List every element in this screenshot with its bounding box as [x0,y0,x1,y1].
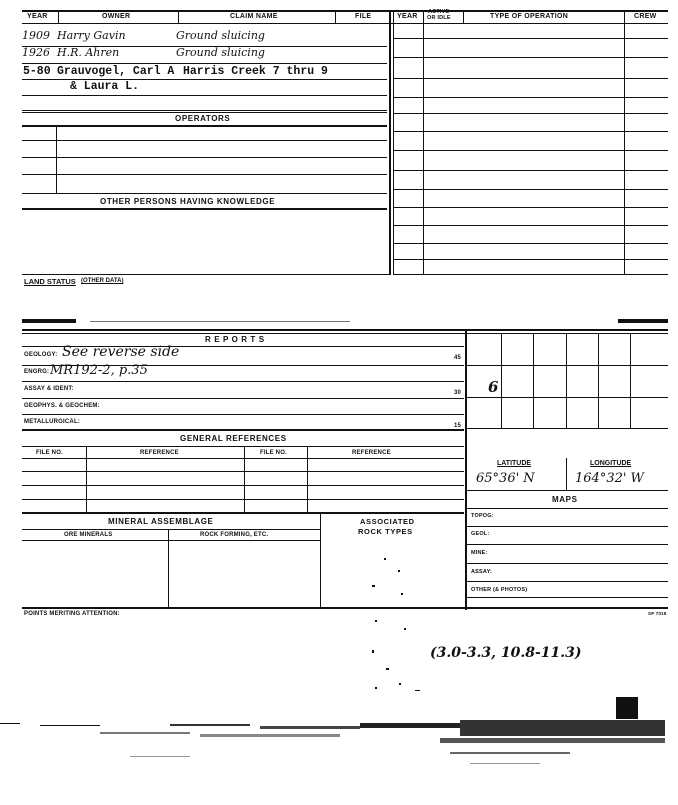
report-value-geology: See reverse side [62,344,180,360]
reports-title: R E P O R T S [205,335,265,344]
maps-other: OTHER (& PHOTOS) [471,587,528,593]
report-num-45: 45 [454,355,462,361]
row-4-owner: & Laura L. [70,80,140,93]
gr-header-file-no-1: FILE NO. [36,450,63,456]
grid-mark: 6 [488,378,499,396]
row-2-claim: Ground sluicing [176,46,265,59]
report-label-geophys: GEOPHYS. & GEOCHEM: [24,403,100,409]
gr-header-file-no-2: FILE NO. [260,450,287,456]
maps-assay: ASSAY: [471,569,493,575]
maps-geol: GEOL: [471,531,490,537]
associated-rock-line2: ROCK TYPES [358,527,413,536]
row-1-year: 1909 [22,29,50,42]
col-header-crew: CREW [634,13,657,20]
operators-title: OPERATORS [175,114,231,123]
row-3-year: 5-80 [23,65,51,78]
handwritten-note: (3.0-3.3, 10.8-11.3) [430,645,582,661]
col-header-year-2: YEAR [397,13,418,20]
row-3-owner: Grauvogel, Carl A [57,65,175,78]
report-value-engrg: MR192-2, p.35 [50,363,148,378]
col-header-year: YEAR [27,13,48,20]
report-label-assay: ASSAY & IDENT: [24,386,74,392]
col-header-type-of-operation: TYPE OF OPERATION [490,13,569,20]
mineral-assemblage-title: MINERAL ASSEMBLAGE [108,517,214,526]
report-label-metallurgical: METALLURGICAL: [24,419,81,425]
ore-minerals-header: ORE MINERALS [64,532,113,538]
col-header-owner: OWNER [102,13,131,20]
latitude-label: LATITUDE [497,460,532,467]
longitude-value: 164°32' W [575,471,644,486]
form-number: SP 7018 [648,611,667,616]
gr-header-reference-2: REFERENCE [352,450,391,456]
col-header-file: FILE [355,13,372,20]
row-2-year: 1926 [22,46,50,59]
col-header-idle: OR IDLE [427,15,451,21]
general-references-title: GENERAL REFERENCES [180,434,287,443]
report-label-geology: GEOLOGY: [24,352,58,358]
longitude-label: LONGITUDE [590,460,632,467]
maps-title: MAPS [552,495,578,504]
col-header-active: ACTIVE [428,9,450,15]
rock-forming-header: ROCK FORMING, ETC. [200,532,269,538]
report-num-15: 15 [454,423,462,429]
row-2-owner: H.R. Ahren [57,46,120,59]
latitude-value: 65°36' N [476,471,535,486]
gr-header-reference-1: REFERENCE [140,450,179,456]
row-1-owner: Harry Gavin [57,29,126,42]
land-status-label: LAND STATUS [24,277,76,286]
col-header-claim-name: CLAIM NAME [230,13,278,20]
associated-rock-line1: ASSOCIATED [360,517,415,526]
maps-mine: MINE: [471,550,488,556]
row-1-claim: Ground sluicing [176,29,265,42]
maps-topog: TOPOG: [471,513,494,519]
report-label-engrg: ENGRG: [24,369,50,375]
land-status-sub: (OTHER DATA) [81,278,124,284]
other-persons-title: OTHER PERSONS HAVING KNOWLEDGE [100,197,276,206]
points-meriting-label: POINTS MERITING ATTENTION: [24,611,120,617]
report-num-30: 30 [454,390,462,396]
row-3-claim: Harris Creek 7 thru 9 [183,65,328,78]
